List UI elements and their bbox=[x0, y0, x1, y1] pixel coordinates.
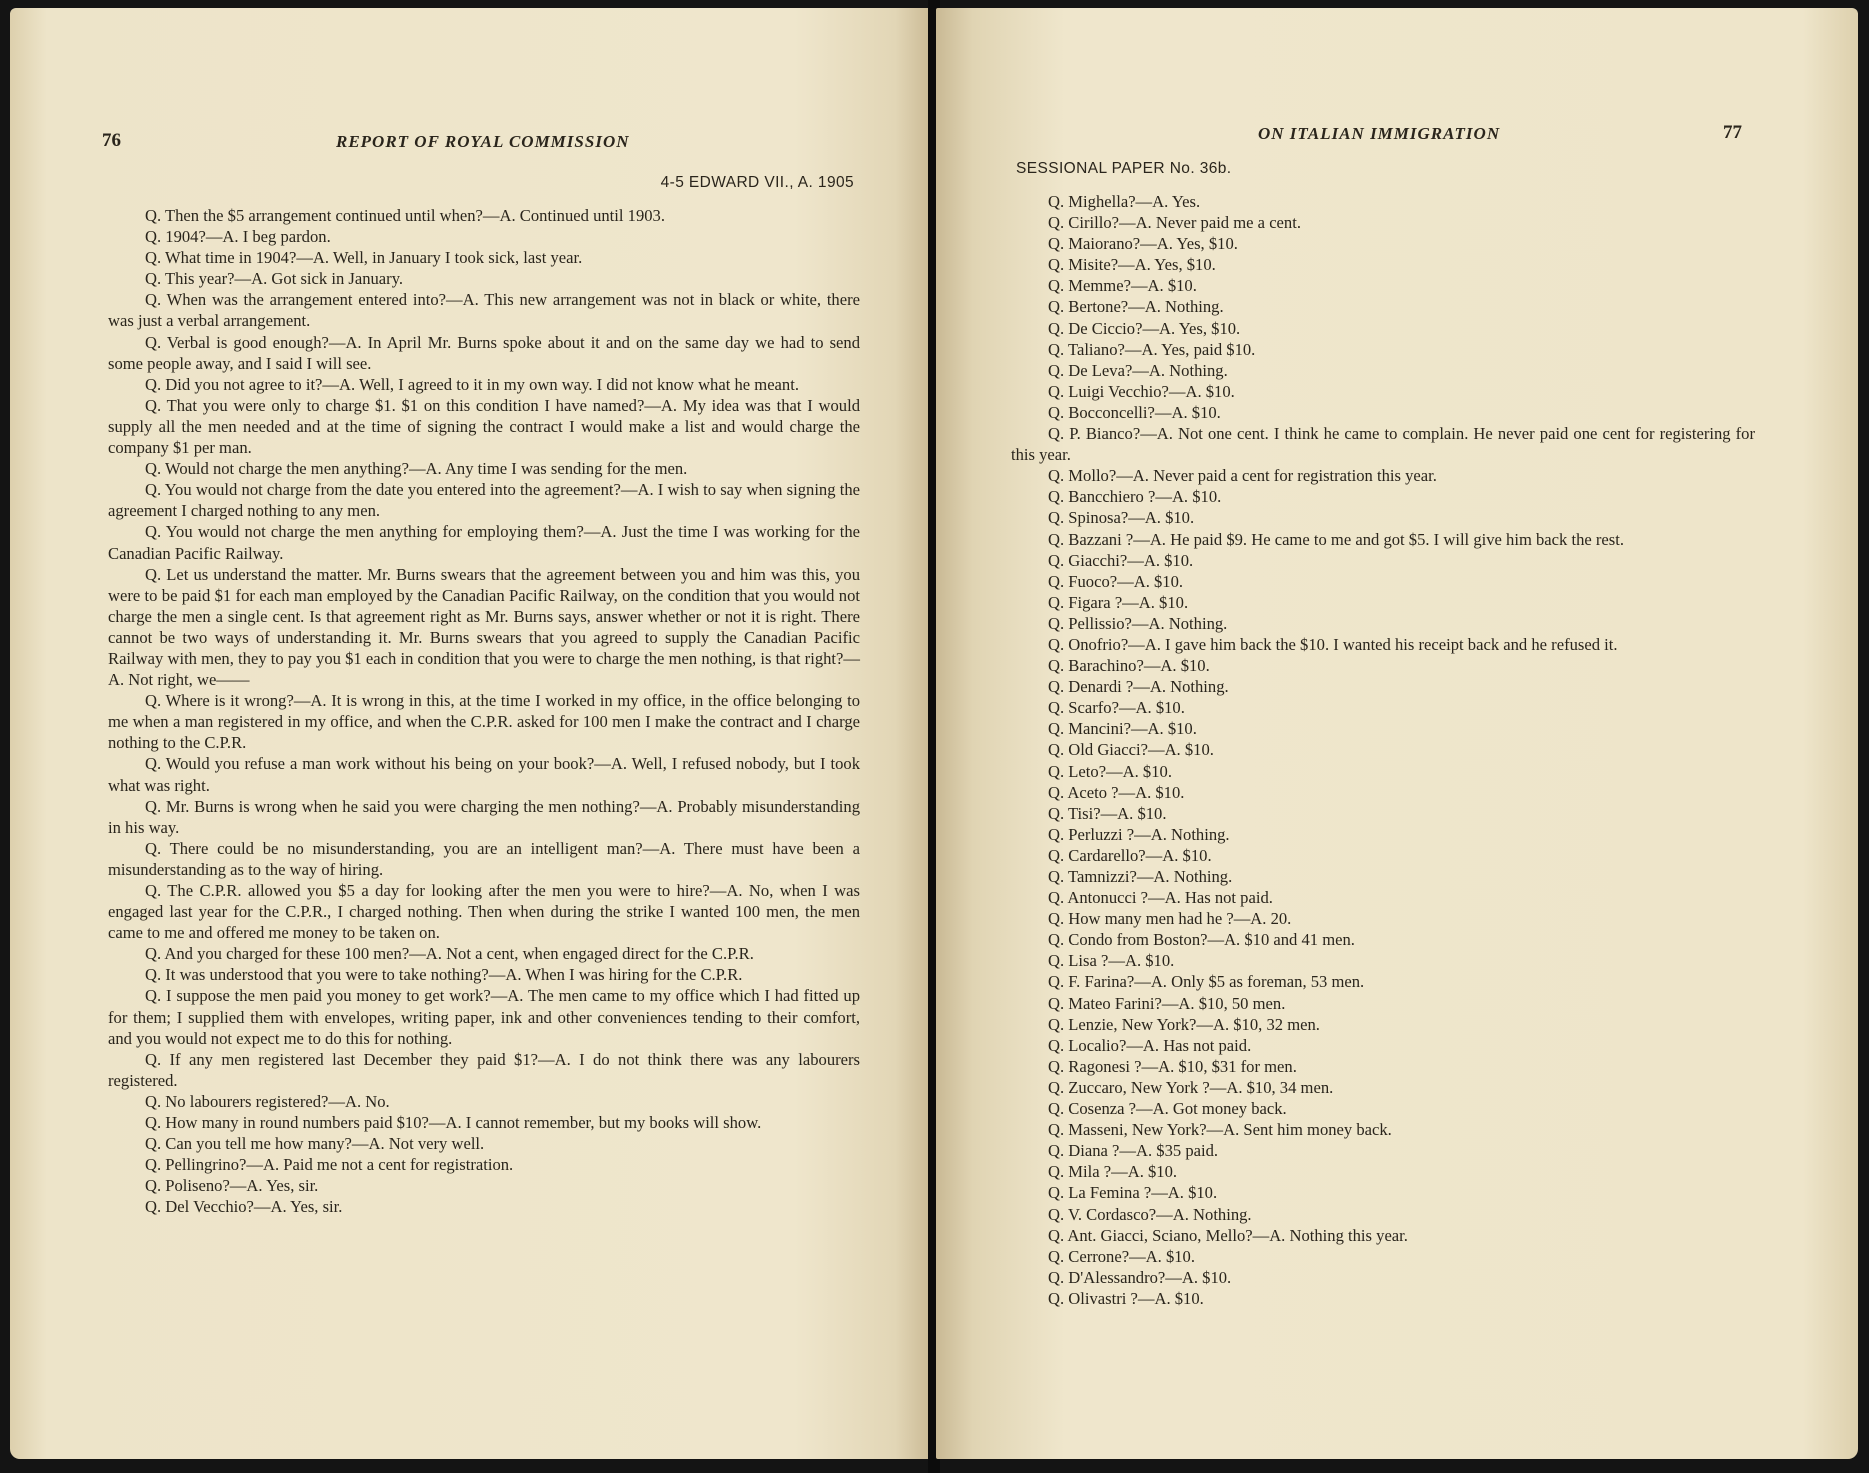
qa-paragraph: Q. And you charged for these 100 men?—A. Not a cent, when engaged direct for the C.P.R. bbox=[145, 944, 754, 964]
qa-paragraph: Q. The C.P.R. allowed you $5 a day for looking after the men you were to hire?—A. No, when I was engaged last year for the C.P.R., I charged nothing. Then when during the strike I wanted 100 men, the men came to me and offered me money to be taken on. bbox=[108, 881, 860, 943]
qa-paragraph: Q. Mancini?—A. $10. bbox=[1048, 719, 1197, 739]
qa-paragraph: Q. Del Vecchio?—A. Yes, sir. bbox=[145, 1197, 343, 1217]
qa-paragraph: Q. 1904?—A. I beg pardon. bbox=[145, 227, 331, 247]
qa-paragraph: Q. Would not charge the men anything?—A. Any time I was sending for the men. bbox=[145, 459, 688, 479]
qa-paragraph: Q. De Ciccio?—A. Yes, $10. bbox=[1048, 318, 1241, 338]
qa-paragraph: Q. F. Farina?—A. Only $5 as foreman, 53 men. bbox=[1048, 972, 1365, 992]
qa-paragraph: Q. V. Cordasco?—A. Nothing. bbox=[1048, 1204, 1252, 1224]
qa-paragraph: Q. Bocconcelli?—A. $10. bbox=[1048, 402, 1221, 422]
qa-paragraph: Q. Barachino?—A. $10. bbox=[1048, 656, 1210, 676]
qa-paragraph: Q. Masseni, New York?—A. Sent him money back. bbox=[1048, 1120, 1392, 1140]
qa-paragraph: Q. Cerrone?—A. $10. bbox=[1048, 1246, 1196, 1266]
qa-paragraph: Q. You would not charge from the date you entered into the agreement?—A. I wish to say when signing the agreement I charged nothing to any men. bbox=[108, 480, 860, 521]
qa-paragraph: Q. Can you tell me how many?—A. Not very well. bbox=[145, 1134, 485, 1154]
qa-paragraph: Q. Maiorano?—A. Yes, $10. bbox=[1048, 234, 1238, 254]
qa-paragraph: Q. Pellissio?—A. Nothing. bbox=[1048, 613, 1228, 633]
qa-paragraph: Q. Tisi?—A. $10. bbox=[1048, 803, 1167, 823]
qa-paragraph: Q. That you were only to charge $1. $1 on this condition I have named?—A. My idea was that I would supply all the men needed and at the time of signing the contract I would make a list and would charge the company $1 per man. bbox=[108, 395, 860, 458]
running-head: ON ITALIAN IMMIGRATION bbox=[1258, 124, 1501, 143]
qa-paragraph: Q. Figara ?—A. $10. bbox=[1048, 592, 1189, 612]
qa-paragraph: Q. D'Alessandro?—A. $10. bbox=[1048, 1267, 1232, 1287]
qa-paragraph: Q. Misite?—A. Yes, $10. bbox=[1048, 255, 1216, 275]
qa-paragraph: Q. Where is it wrong?—A. It is wrong in this, at the time I worked in my office, in the office belonging to me when a man registered in my office, and when the C.P.R. asked for 100 men I make the contract and I charge nothing to the C.P.R. bbox=[108, 691, 860, 753]
qa-paragraph: Q. Pellingrino?—A. Paid me not a cent for registration. bbox=[145, 1155, 514, 1175]
qa-paragraph: Q. Scarfo?—A. $10. bbox=[1048, 698, 1185, 718]
page-number: 77 bbox=[1723, 122, 1742, 143]
qa-paragraph: Q. De Leva?—A. Nothing. bbox=[1048, 360, 1228, 380]
qa-paragraph: Q. Then the $5 arrangement continued until when?—A. Continued until 1903. bbox=[145, 206, 665, 225]
qa-paragraph: Q. Cosenza ?—A. Got money back. bbox=[1048, 1099, 1287, 1119]
qa-paragraph: Q. Olivastri ?—A. $10. bbox=[1048, 1288, 1204, 1308]
qa-paragraph: Q. Bancchiero ?—A. $10. bbox=[1048, 487, 1222, 507]
qa-paragraph: Q. I suppose the men paid you money to get work?—A. The men came to my office which I had fitted up for them; I supplied them with envelopes, writing paper, ink and other conveniences tending to their comfort, and you would not expect me to do this for nothing. bbox=[108, 986, 860, 1048]
qa-paragraph: Q. Taliano?—A. Yes, paid $10. bbox=[1048, 339, 1256, 359]
qa-paragraph: Q. La Femina ?—A. $10. bbox=[1048, 1183, 1218, 1203]
qa-paragraph: Q. How many in round numbers paid $10?—A. I cannot remember, but my books will show. bbox=[145, 1113, 762, 1133]
qa-paragraph: Q. Fuoco?—A. $10. bbox=[1048, 571, 1184, 591]
qa-paragraph: Q. Onofrio?—A. I gave him back the $10. I wanted his receipt back and he refused it. bbox=[1048, 634, 1618, 654]
qa-paragraph: Q. Aceto ?—A. $10. bbox=[1048, 782, 1185, 802]
session-line: SESSIONAL PAPER No. 36b. bbox=[1016, 160, 1232, 177]
qa-paragraph: Q. You would not charge the men anything for employing them?—A. Just the time I was working for the Canadian Pacific Railway. bbox=[108, 522, 860, 563]
qa-paragraph: Q. Luigi Vecchio?—A. $10. bbox=[1048, 381, 1235, 401]
qa-paragraph: Q. If any men registered last December they paid $1?—A. I do not think there was any labourers registered. bbox=[108, 1049, 860, 1090]
qa-paragraph: Q. Tamnizzi?—A. Nothing. bbox=[1048, 867, 1233, 886]
qa-paragraph: Q. Bertone?—A. Nothing. bbox=[1048, 297, 1224, 317]
qa-paragraph: Q. P. Bianco?—A. Not one cent. I think he came to complain. He never paid one cent for registering for this year. bbox=[1011, 424, 1755, 465]
qa-paragraph: Q. Diana ?—A. $35 paid. bbox=[1048, 1141, 1219, 1161]
edition-line: 4-5 EDWARD VII., A. 1905 bbox=[660, 174, 854, 191]
qa-paragraph: Q. Localio?—A. Has not paid. bbox=[1048, 1035, 1252, 1055]
page-number: 76 bbox=[102, 130, 121, 151]
qa-paragraph: Q. Did you not agree to it?—A. Well, I agreed to it in my own way. I did not know what he meant. bbox=[145, 374, 799, 394]
qa-paragraph: Q. Denardi ?—A. Nothing. bbox=[1048, 677, 1229, 697]
qa-paragraph: Q. Lenzie, New York?—A. $10, 32 men. bbox=[1048, 1014, 1320, 1034]
qa-paragraph: Q. Mollo?—A. Never paid a cent for registration this year. bbox=[1048, 466, 1437, 486]
qa-paragraph: Q. Zuccaro, New York ?—A. $10, 34 men. bbox=[1048, 1077, 1334, 1097]
qa-paragraph: Q. Verbal is good enough?—A. In April Mr. Burns spoke about it and on the same day we had to send some people away, and I said I will see. bbox=[108, 332, 860, 373]
qa-paragraph: Q. Let us understand the matter. Mr. Burns swears that the agreement between you and him was this, you were to be paid $1 for each man employed by the Canadian Pacific Railway, on the condition that you would not charge the men a single cent. Is that agreement right as Mr. Burns says, answer whether or not it is right. There cannot be two ways of understanding it. Mr. Burns swears that you agreed to supply the Canadian Pacific Railway with men, they to pay you $1 each in condition that you were to charge the men nothing, is that right?—A. Not right, we—— bbox=[108, 564, 860, 690]
qa-paragraph: Q. Perluzzi ?—A. Nothing. bbox=[1048, 824, 1230, 844]
qa-paragraph: Q. Giacchi?—A. $10. bbox=[1048, 550, 1194, 570]
right-page bbox=[936, 8, 1858, 1459]
qa-paragraph: Q. Antonucci ?—A. Has not paid. bbox=[1048, 888, 1273, 908]
qa-paragraph: Q. When was the arrangement entered into?—A. This new arrangement was not in black or white, there was just a verbal arrangement. bbox=[108, 290, 860, 331]
qa-paragraph: Q. How many men had he ?—A. 20. bbox=[1048, 909, 1292, 929]
qa-paragraph: Q. This year?—A. Got sick in January. bbox=[145, 269, 404, 289]
qa-paragraph: Q. Mr. Burns is wrong when he said you were charging the men nothing?—A. Probably misunderstanding in his way. bbox=[108, 796, 860, 837]
qa-paragraph: Q. Cardarello?—A. $10. bbox=[1048, 845, 1212, 865]
qa-paragraph: Q. Mila ?—A. $10. bbox=[1048, 1162, 1178, 1182]
body-text bbox=[108, 205, 860, 1218]
left-page bbox=[10, 8, 932, 1459]
qa-paragraph: Q. Ant. Giacci, Sciano, Mello?—A. Nothing this year. bbox=[1048, 1225, 1408, 1245]
running-head: REPORT OF ROYAL COMMISSION bbox=[336, 132, 630, 151]
qa-paragraph: Q. Memme?—A. $10. bbox=[1048, 276, 1197, 296]
qa-paragraph: Q. Old Giacci?—A. $10. bbox=[1048, 740, 1214, 760]
qa-paragraph: Q. Cirillo?—A. Never paid me a cent. bbox=[1048, 213, 1301, 233]
qa-paragraph: Q. It was understood that you were to take nothing?—A. When I was hiring for the C.P.R. bbox=[145, 965, 743, 985]
qa-paragraph: Q. Poliseno?—A. Yes, sir. bbox=[145, 1176, 319, 1196]
qa-paragraph: Q. Lisa ?—A. $10. bbox=[1048, 951, 1175, 971]
qa-paragraph: Q. Would you refuse a man work without his being on your book?—A. Well, I refused nobody, but I took what was right. bbox=[108, 754, 860, 795]
qa-paragraph: Q. Leto?—A. $10. bbox=[1048, 761, 1172, 781]
qa-paragraph: Q. What time in 1904?—A. Well, in January I took sick, last year. bbox=[145, 248, 583, 268]
qa-paragraph: Q. There could be no misunderstanding, you are an intelligent man?—A. There must have been a misunderstanding as to the way of hiring. bbox=[108, 838, 860, 879]
qa-paragraph: Q. Mateo Farini?—A. $10, 50 men. bbox=[1048, 993, 1286, 1013]
qa-paragraph: Q. Ragonesi ?—A. $10, $31 for men. bbox=[1048, 1056, 1297, 1076]
body-text bbox=[1011, 191, 1755, 1309]
qa-paragraph: Q. Mighella?—A. Yes. bbox=[1048, 192, 1201, 211]
qa-paragraph: Q. Spinosa?—A. $10. bbox=[1048, 508, 1195, 528]
qa-paragraph: Q. Bazzani ?—A. He paid $9. He came to me and got $5. I will give him back the rest. bbox=[1048, 529, 1625, 549]
qa-paragraph: Q. No labourers registered?—A. No. bbox=[145, 1091, 390, 1111]
qa-paragraph: Q. Condo from Boston?—A. $10 and 41 men. bbox=[1048, 930, 1355, 950]
